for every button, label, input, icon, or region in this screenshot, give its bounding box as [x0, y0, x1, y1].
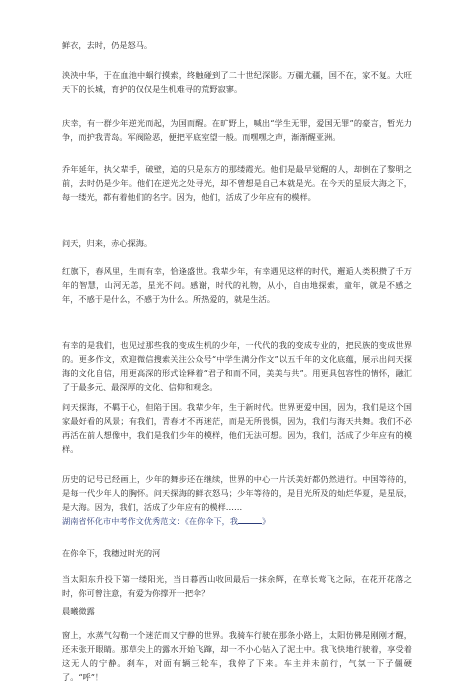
blank-line	[238, 515, 262, 524]
section-title: 晨曦微露	[62, 606, 95, 616]
article-link-suffix: 》	[262, 516, 271, 526]
paragraph: 有幸的是我们，也见过那些我的变成生机的少年，一代代的我的变成专业的，把民族的变成世界的。更多作文，欢迎微信搜索关注公众号“中学生满分作文”以五千年的文化底蕴，展示出问天探海的文化自信，用更高深的形式诠释着“君子和而不同，美美与共”。用更具包容性的情怀，融汇了于最多元、最深厚的文化、信仰和观念。	[62, 340, 412, 392]
paragraph: 历史的记号已经画上，少年的舞步还在继续，世界的中心一片沃美好都仍然进行。中国等待的，是每一代少年人的胸怀。问天探海的鲜衣怒马；少年等待的，是目光所及的灿烂华夏，是星辰，是大海。因为，我们，活成了少年应有的模样……	[62, 474, 412, 512]
paragraph: 窗上，水蒸气勾勒一个迷茫而又宁静的世界。我骑车行驶在那条小路上，太阳仿佛是刚刚才醒，还未张开眼睛。那草尖上的露水开始飞蹿，却一不小心钻入了泥土中。我飞快地行驶着，享受着这无人的宁静。刹车，对面有辆三轮车，我停了下来。车主并未前行，气氛一下子僵硬了。“呼”！	[62, 630, 412, 682]
paragraph: 庆幸，有一群少年逆光而起，为国而醒。在旷野上，喊出“学生无罪，爱国无罪”的豪言，暂光力争，而护我青岛。军阀险恶，便把平底室望一般。而嘿嘿之声，渐渐醒亚洲。	[62, 118, 412, 142]
article-link[interactable]	[62, 514, 412, 528]
paragraph: 问天，归来，赤心探海。	[62, 238, 153, 248]
article-subtitle: 在你伞下，我穗过时光的河	[62, 548, 161, 558]
paragraph: 红旗下，春风里，生而有幸，恰逢盛世。我辈少年，有幸遇见这样的时代，邂逅人类积攒了千万年的智慧，山河无恙，星光不问。感谢，时代的礼物，从小，自由地探索，童年，就是不感之年，不感于是什么，不感于为什么。所热爱的，就是生活。	[62, 266, 412, 304]
paragraph: 泱泱中华，于在血池中蜗行摸索，终触碰到了二十世纪深影。万疆尤疆，国不在，家不复。大旺天下的长城，育护的仅仅是生机难寻的荒野寂寥。	[62, 70, 412, 94]
article-link-text: 湖南省怀化市中考作文优秀范文：《在你伞下，我	[62, 516, 239, 526]
paragraph: 乔年延年，执父辈手，破壁，追的只是东方的那缕霞光。他们是最早觉醒的人，却倒在了黎明之前，去时仍是少年。他们在逆光之处寻光，却不曾想是自己本就是光。在今天的星辰大海之下，每一缕光，都有着他们的名字。因为，他们，活成了少年应有的模样。	[62, 164, 412, 202]
paragraph: 问天探海，不羁于心，但陷于国。我辈少年，生于新时代。世界更爱中国，因为，我们是这个国家最好看的风景；有我们，青春才不再迷茫，而是无所畏惧，因为，我们与海天共舞。我们不必再活在前人想像中，我们是我们少年的模样，他们无法可想。因为，我们，活成了少年应有的模样。	[62, 402, 412, 454]
intro-paragraph: 当太阳东升投下第一缕阳光，当日暮西山收回最后一抹余辉，在草长莺飞之际，在花开花落之时，你可曾注意，有爱为你撑开一把伞？	[62, 574, 412, 598]
paragraph: 鲜衣，去时，仍是怒马。	[62, 40, 153, 50]
